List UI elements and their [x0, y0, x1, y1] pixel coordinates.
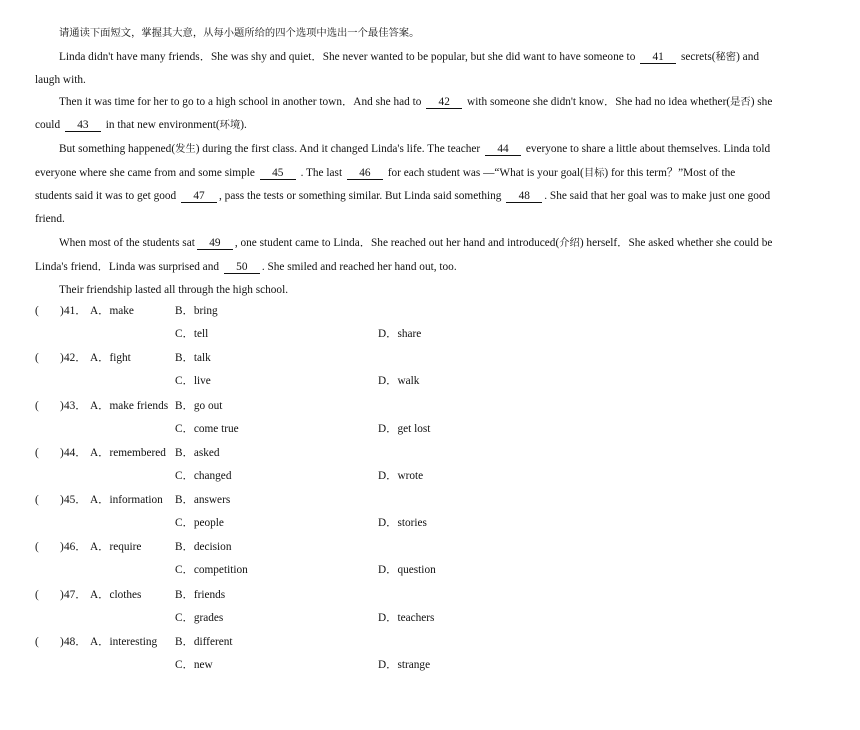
blank-50: 50 [224, 262, 260, 274]
option-a[interactable]: A．require [90, 541, 142, 553]
passage-line [35, 189, 770, 203]
option-b[interactable]: B．friends [175, 589, 226, 601]
passage-text: laugh with. [35, 74, 86, 86]
option-b[interactable]: B．talk [175, 352, 211, 364]
option-c[interactable]: C．competition [175, 564, 248, 576]
answer-paren: ( [35, 447, 39, 459]
passage-line [35, 260, 457, 274]
blank-46: 46 [347, 168, 383, 180]
answer-paren: ( [35, 400, 39, 412]
question-number: 44． [64, 447, 87, 459]
question-number: 48． [64, 636, 87, 648]
option-d[interactable]: D．stories [378, 517, 427, 529]
option-c[interactable]: C．live [175, 375, 211, 387]
passage-text: everyone where she came from and some simple [35, 167, 255, 179]
option-b[interactable]: B．bring [175, 305, 218, 317]
question-number: 43． [64, 400, 87, 412]
option-a[interactable]: A．make friends [90, 400, 169, 412]
option-d[interactable]: D．strange [378, 659, 431, 671]
option-c[interactable]: C．come true [175, 423, 239, 435]
passage-text: in that new environment( [105, 119, 220, 131]
question-42 [35, 351, 830, 399]
passage-text: Their friendship lasted all through the high school. [59, 284, 289, 296]
answer-paren: ) [60, 305, 64, 317]
blank-41: 41 [640, 52, 676, 64]
passage-line [59, 283, 288, 297]
passage-line [35, 212, 65, 226]
passage-text: secrets( [681, 51, 716, 63]
option-c[interactable]: C．grades [175, 612, 224, 624]
gloss: 发生 [175, 143, 196, 155]
answer-paren: ( [35, 589, 39, 601]
passage-text: . The last [300, 167, 343, 179]
question-number: 47． [64, 589, 87, 601]
passage-text: with someone she didn't know．She had no idea whether( [467, 96, 731, 108]
question-43 [35, 399, 830, 447]
passage-text: could [35, 119, 61, 131]
blank-49: 49 [197, 238, 233, 250]
passage-line [59, 142, 770, 156]
answer-paren: ) [60, 589, 64, 601]
gloss: 环境 [219, 119, 241, 131]
option-d[interactable]: D．share [378, 328, 422, 340]
question-number: 46． [64, 541, 87, 553]
answer-paren: ) [60, 447, 64, 459]
passage-text: Linda didn't have many friends．She was shy and quiet．She never wanted to be popular, but she did want to have someone to [59, 51, 636, 63]
passage-text: When most of the students sat [59, 237, 195, 249]
answer-paren: ) [60, 400, 64, 412]
blank-45: 45 [260, 168, 296, 180]
question-number: 41． [64, 305, 87, 317]
gloss: 介绍 [559, 237, 580, 249]
question-41 [35, 304, 830, 352]
question-number: 45． [64, 494, 87, 506]
question-48 [35, 635, 830, 683]
answer-paren: ) [60, 541, 64, 553]
option-a[interactable]: A．information [90, 494, 163, 506]
passage-text: ) and [736, 51, 759, 63]
option-c[interactable]: C．tell [175, 328, 209, 340]
passage-text: But something happened( [59, 143, 176, 155]
option-c[interactable]: C．new [175, 659, 213, 671]
option-a[interactable]: A．interesting [90, 636, 158, 648]
passage-text: . She smiled and reached her hand out, too. [261, 261, 457, 273]
passage-text: . She said that her goal was to make just one good [544, 190, 771, 202]
instruction [59, 26, 419, 40]
option-c[interactable]: C．people [175, 517, 224, 529]
passage-text: Then it was time for her to go to a high school in another town．And she had to [59, 96, 422, 108]
option-c[interactable]: C．changed [175, 470, 232, 482]
option-d[interactable]: D．question [378, 564, 436, 576]
passage-line [35, 166, 735, 180]
passage-text: Linda's friend．Linda was surprised and [35, 261, 219, 273]
blank-43: 43 [65, 120, 101, 132]
passage-text: friend. [35, 213, 65, 225]
question-46 [35, 540, 830, 588]
option-b[interactable]: B．different [175, 636, 233, 648]
option-a[interactable]: A．fight [90, 352, 131, 364]
question-45 [35, 493, 830, 541]
answer-paren: ( [35, 636, 39, 648]
option-b[interactable]: B．answers [175, 494, 231, 506]
blank-42: 42 [426, 97, 462, 109]
instruction-text: 请通读下面短文，掌握其大意，从每小题所给的四个选项中选出一个最佳答案。 [59, 27, 420, 39]
passage-line [59, 95, 772, 109]
answer-paren: ) [60, 494, 64, 506]
blank-48: 48 [506, 191, 542, 203]
option-b[interactable]: B．asked [175, 447, 220, 459]
gloss: 目标 [583, 167, 605, 179]
passage-text: students said it was to get good [35, 190, 177, 202]
passage-text: , pass the tests or something similar. But Linda said something [219, 190, 502, 202]
passage-line [35, 73, 86, 87]
answer-paren: ( [35, 494, 39, 506]
option-a[interactable]: A．make [90, 305, 134, 317]
passage-text: ) during the first class. And it changed Linda's life. The teacher [195, 143, 481, 155]
option-d[interactable]: D．get lost [378, 423, 431, 435]
option-d[interactable]: D．teachers [378, 612, 435, 624]
blank-44: 44 [485, 144, 521, 156]
option-d[interactable]: D．walk [378, 375, 420, 387]
passage-text: ). [240, 119, 247, 131]
passage-text: ) herself．She asked whether she could be [579, 237, 773, 249]
answer-paren: ) [60, 636, 64, 648]
answer-paren: ( [35, 541, 39, 553]
option-b[interactable]: B．decision [175, 541, 232, 553]
option-a[interactable]: A．clothes [90, 589, 142, 601]
gloss: 秘密 [715, 51, 737, 63]
gloss: 是否 [730, 96, 751, 108]
passage-text: for each student was —“What is your goal( [387, 167, 584, 179]
passage-line [35, 118, 247, 132]
question-44 [35, 446, 830, 494]
passage-text: ) she [750, 96, 773, 108]
question-47 [35, 588, 830, 636]
blank-47: 47 [181, 191, 217, 203]
answer-paren: ) [60, 352, 64, 364]
option-b[interactable]: B．go out [175, 400, 223, 412]
passage-line [59, 236, 772, 250]
answer-paren: ( [35, 352, 39, 364]
answer-paren: ( [35, 305, 39, 317]
question-number: 42． [64, 352, 87, 364]
passage-text: , one student came to Linda．She reached out her hand and introduced( [234, 237, 560, 249]
passage-line [59, 50, 830, 64]
option-d[interactable]: D．wrote [378, 470, 424, 482]
passage-text: everyone to share a little about themselves. Linda told [525, 143, 771, 155]
option-a[interactable]: A．remembered [90, 447, 166, 459]
passage-text: ) for this term？”Most of the [604, 167, 736, 179]
